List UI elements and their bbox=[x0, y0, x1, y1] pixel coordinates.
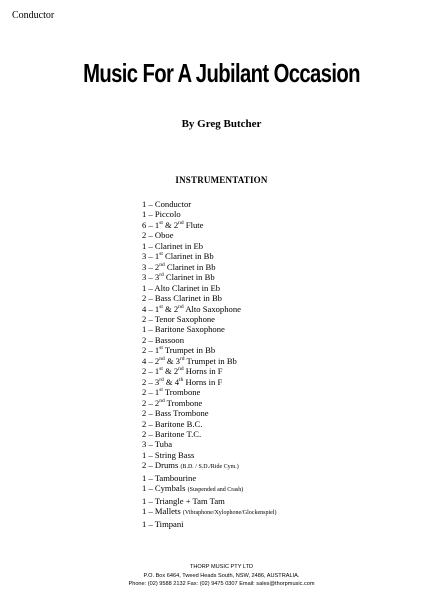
instrument-text: 2 – 1 bbox=[142, 366, 160, 377]
instrument-text: 4 – 2 bbox=[142, 355, 160, 366]
instrument-text: 4 – 1 bbox=[142, 303, 160, 314]
instrument-item: 1 – Piccolo bbox=[142, 209, 181, 220]
ordinal-suffix: nd bbox=[178, 220, 184, 227]
instrument-item: 3 – Tuba bbox=[142, 439, 173, 450]
instrument-text: Trumpet in Bb bbox=[162, 345, 216, 356]
instrument-note: (Suspended and Crash) bbox=[187, 487, 244, 494]
instrument-item: 1 – Clarinet in Eb bbox=[142, 240, 204, 251]
instrument-item bbox=[142, 366, 276, 376]
instrument-text: Clarinet in Bb bbox=[164, 261, 216, 272]
instrument-item: 1 – Timpani bbox=[142, 518, 184, 529]
instrument-item bbox=[142, 506, 276, 518]
instrument-text: 3 – 2 bbox=[142, 261, 160, 272]
ordinal-suffix: th bbox=[179, 376, 184, 383]
ordinal-suffix: rd bbox=[159, 376, 164, 383]
ordinal-suffix: st bbox=[159, 345, 163, 352]
instrument-item bbox=[142, 356, 276, 366]
instrument-item bbox=[142, 220, 276, 230]
ordinal-suffix: st bbox=[159, 220, 163, 227]
ordinal-suffix: rd bbox=[179, 355, 185, 362]
instrument-text: Horns in F bbox=[183, 376, 223, 387]
instrument-text: Trombone bbox=[164, 397, 203, 408]
instrument-item: 2 – Tenor Saxophone bbox=[142, 313, 215, 324]
instrument-text: Trumpet in Bb bbox=[184, 355, 237, 366]
instrument-item: 1 – Alto Clarinet in Eb bbox=[142, 282, 221, 293]
ordinal-suffix: rd bbox=[159, 272, 164, 279]
instrument-item: 2 – Oboe bbox=[142, 230, 174, 241]
instrument-text: & 2 bbox=[162, 303, 179, 314]
instrument-note: (Vibraphone/Xylophone/Glockenspiel) bbox=[182, 510, 277, 517]
instrument-item: 2 – Baritone T.C. bbox=[142, 428, 202, 439]
instrument-text: Horns in F bbox=[183, 366, 223, 377]
publisher-contact: Phone: (02) 9588 2132 Fax: (02) 9475 0307 Email: sales@thorpmusic.com bbox=[128, 581, 315, 588]
instrument-text: 2 – 1 bbox=[142, 387, 160, 398]
instrument-item: 1 – Triangle + Tam Tam bbox=[142, 495, 225, 506]
ordinal-suffix: nd bbox=[178, 366, 184, 373]
instrument-item bbox=[142, 272, 276, 282]
instrument-text: & 2 bbox=[162, 366, 179, 377]
instrument-note: (B.D. / S.D./Ride Cym.) bbox=[180, 464, 239, 471]
instrument-text: Flute bbox=[183, 219, 204, 230]
instrument-item: 1 – String Bass bbox=[142, 449, 195, 460]
instrument-text: Clarinet in Bb bbox=[162, 251, 214, 262]
instrument-item: 2 – Bass Clarinet in Bb bbox=[142, 293, 222, 304]
instrument-item bbox=[142, 377, 276, 387]
instrument-text: 6 – 1 bbox=[142, 219, 160, 230]
instrument-item: 1 – Baritone Saxophone bbox=[142, 324, 225, 335]
ordinal-suffix: st bbox=[159, 303, 163, 310]
instrument-item bbox=[142, 304, 276, 314]
instrument-text: 1 – Cymbals bbox=[142, 483, 188, 494]
ordinal-suffix: nd bbox=[178, 303, 184, 310]
instrument-item bbox=[142, 483, 276, 495]
publisher-name: THORP MUSIC PTY LTD bbox=[189, 564, 254, 570]
author-line: By Greg Butcher bbox=[181, 118, 262, 130]
ordinal-suffix: st bbox=[159, 251, 163, 258]
ordinal-suffix: st bbox=[159, 387, 163, 394]
instrument-text: 2 – 3 bbox=[142, 376, 160, 387]
instrument-item: 2 – Bass Trombone bbox=[142, 408, 209, 419]
instrument-text: & 4 bbox=[163, 376, 180, 387]
instrument-text: 2 – 2 bbox=[142, 397, 160, 408]
instrument-item: 2 – Baritone B.C. bbox=[142, 418, 203, 429]
instrument-text: & 2 bbox=[162, 219, 179, 230]
instrumentation-heading: INSTRUMENTATION bbox=[175, 175, 268, 185]
instrument-text: Clarinet in Bb bbox=[163, 272, 215, 283]
instrument-text: 2 – 1 bbox=[142, 345, 160, 356]
instrument-text: Alto Saxophone bbox=[183, 303, 241, 314]
ordinal-suffix: nd bbox=[159, 261, 165, 268]
ordinal-suffix: nd bbox=[159, 355, 165, 362]
instrument-text: 3 – 1 bbox=[142, 251, 160, 262]
part-label: Conductor bbox=[12, 10, 55, 21]
instrument-text: Trombone bbox=[162, 387, 201, 398]
ordinal-suffix: nd bbox=[159, 397, 165, 404]
instrument-item: 1 – Conductor bbox=[142, 199, 192, 209]
instrument-text: 3 – 3 bbox=[142, 272, 160, 283]
instrument-text: & 3 bbox=[164, 355, 180, 366]
publisher-address: P.O. Box 6464, Tweed Heads South, NSW, 2486, AUSTRALIA. bbox=[143, 572, 300, 579]
publisher-footer bbox=[0, 563, 443, 589]
instrumentation-list bbox=[142, 199, 276, 529]
instrument-text: 2 – Drums bbox=[142, 460, 181, 471]
instrument-item bbox=[142, 460, 276, 472]
instrument-item: 1 – Tambourine bbox=[142, 472, 197, 483]
instrument-item bbox=[142, 251, 276, 261]
ordinal-suffix: st bbox=[159, 366, 163, 373]
instrument-item bbox=[142, 262, 276, 272]
instrument-item: 2 – Bassoon bbox=[142, 334, 185, 345]
instrument-item bbox=[142, 387, 276, 397]
instrument-item bbox=[142, 398, 276, 408]
instrument-item bbox=[142, 345, 276, 355]
page-title: Music For A Jubilant Occasion bbox=[83, 58, 360, 88]
instrument-text: 1 – Mallets bbox=[142, 506, 183, 517]
